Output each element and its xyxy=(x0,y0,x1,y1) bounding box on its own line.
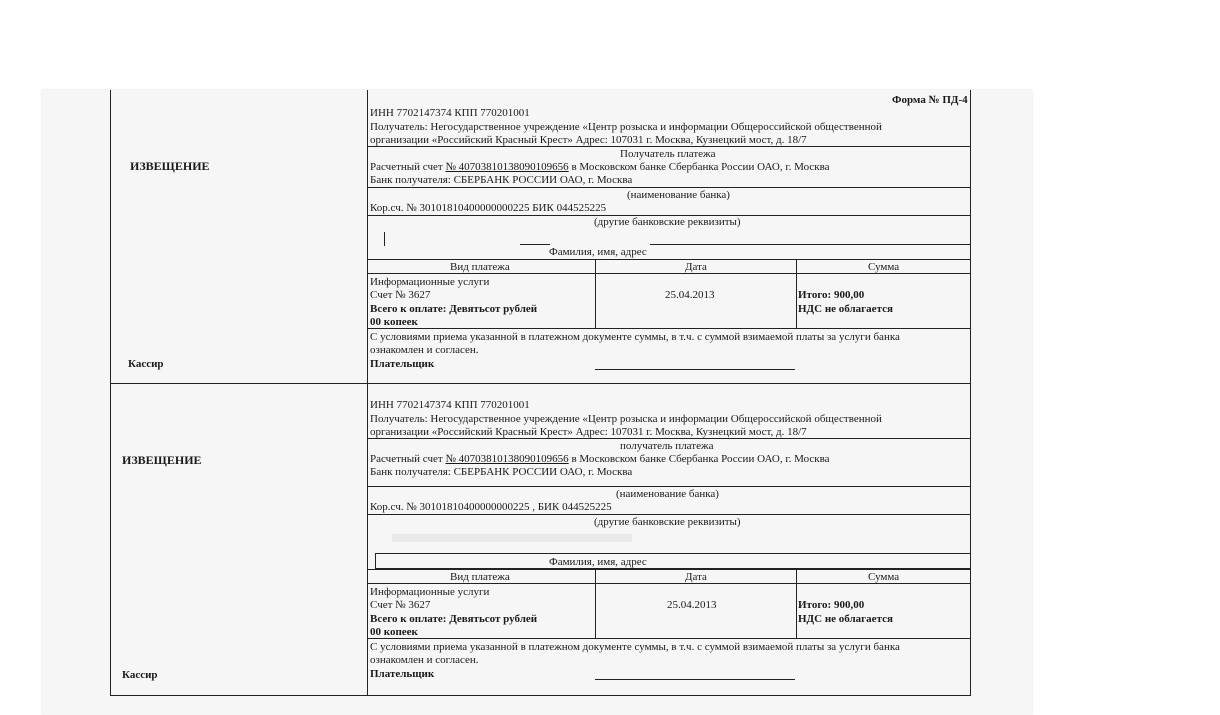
bank-line: Банк получателя: СБЕРБАНК РОССИИ ОАО, г. Москва xyxy=(370,466,633,478)
col-line xyxy=(796,569,797,638)
rule xyxy=(368,259,970,260)
bank-line: Банк получателя: СБЕРБАНК РОССИИ ОАО, г. Москва xyxy=(370,174,633,186)
account-line xyxy=(370,453,830,466)
account-number: № 40703810138090109656 xyxy=(445,453,569,465)
col-type-header: Вид платежа xyxy=(450,571,510,583)
rule xyxy=(368,187,970,188)
divider-line xyxy=(367,90,368,695)
payer-label: Плательщик xyxy=(370,668,435,680)
recipient-caption: получатель платежа xyxy=(620,440,714,452)
payer-box xyxy=(375,553,971,569)
recipient-line-1: Получатель: Негосударственное учреждение «Центр розыска и информации Общероссийской общественной xyxy=(370,121,882,133)
account-suffix: в Московском банке Сбербанка России ОАО, г. Москва xyxy=(568,453,830,465)
cashier-label: Кассир xyxy=(122,669,158,681)
account-line xyxy=(370,161,830,174)
corr-line: Кор.сч. № 30101810400000000225 , БИК 044525225 xyxy=(370,501,612,513)
redacted-payer xyxy=(392,534,632,542)
col-line xyxy=(595,259,596,328)
terms-line-1: С условиями приема указанной в платежном документе суммы, в т.ч. с суммой взимаемой платы за услуги банка xyxy=(370,641,900,653)
notice-title: ИЗВЕЩЕНИЕ xyxy=(130,159,210,173)
payment-date: 25.04.2013 xyxy=(665,289,715,301)
bottom-border xyxy=(110,695,971,696)
right-border xyxy=(970,90,971,695)
recipient-line-2: организации «Российский Красный Крест» Адрес: 107031 г. Москва, Кузнецкий мост, д. 18/7 xyxy=(370,426,807,438)
corr-line: Кор.сч. № 30101810400000000225 БИК 044525225 xyxy=(370,202,607,214)
invoice-number: Счет № 3627 xyxy=(370,599,431,611)
col-sum-header: Сумма xyxy=(868,261,900,273)
rule xyxy=(368,328,970,329)
rule xyxy=(650,244,970,245)
terms-line-2: ознакомлен и согласен. xyxy=(370,654,479,666)
bank-caption: (наименование банка) xyxy=(627,189,730,201)
rule xyxy=(368,514,970,515)
vat-note: НДС не облагается xyxy=(798,613,893,625)
terms-line-1: С условиями приема указанной в платежном документе суммы, в т.ч. с суммой взимаемой платы за услуги банка xyxy=(370,331,900,343)
col-line xyxy=(796,259,797,328)
invoice-number: Счет № 3627 xyxy=(370,289,431,301)
payment-type: Информационные услуги xyxy=(370,276,490,288)
inn-kpp: ИНН 7702147374 КПП 770201001 xyxy=(370,107,530,119)
recipient-line-2: организации «Российский Красный Крест» Адрес: 107031 г. Москва, Кузнецкий мост, д. 18/7 xyxy=(370,134,807,146)
payer-signature-line xyxy=(595,369,795,370)
rule xyxy=(368,146,970,147)
payer-signature-line xyxy=(595,679,795,680)
recipient-caption: Получатель платежа xyxy=(620,148,716,160)
inn-kpp: ИНН 7702147374 КПП 770201001 xyxy=(370,399,530,411)
payer-caption: Фамилия, имя, адрес xyxy=(549,246,647,258)
total-amount: Итого: 900,00 xyxy=(798,599,865,611)
other-details-caption: (другие банковские реквизиты) xyxy=(594,216,741,228)
form-label: Форма № ПД-4 xyxy=(892,94,968,106)
rule xyxy=(520,244,550,245)
payer-label: Плательщик xyxy=(370,358,435,370)
left-border xyxy=(110,90,111,695)
notice-title: ИЗВЕЩЕНИЕ xyxy=(122,453,202,467)
rule xyxy=(368,438,970,439)
amount-words: Всего к оплате: Девятьсот рублей xyxy=(370,303,538,315)
rule xyxy=(368,486,970,487)
bank-caption: (наименование банка) xyxy=(616,488,719,500)
payer-caption: Фамилия, имя, адрес xyxy=(549,556,647,568)
amount-words: Всего к оплате: Девятьсот рублей xyxy=(370,613,538,625)
amount-kopecks: 00 копеек xyxy=(370,316,418,328)
col-sum-header: Сумма xyxy=(868,571,900,583)
payment-date: 25.04.2013 xyxy=(667,599,717,611)
payment-form-sheet xyxy=(42,90,1032,715)
recipient-line-1: Получатель: Негосударственное учреждение «Центр розыска и информации Общероссийской общественной xyxy=(370,413,882,425)
other-details-caption: (другие банковские реквизиты) xyxy=(594,516,741,528)
payment-type: Информационные услуги xyxy=(370,586,490,598)
vat-note: НДС не облагается xyxy=(798,303,893,315)
col-line xyxy=(595,569,596,638)
terms-line-2: ознакомлен и согласен. xyxy=(370,344,479,356)
tick xyxy=(384,232,385,246)
total-amount: Итого: 900,00 xyxy=(798,289,865,301)
account-prefix: Расчетный счет xyxy=(370,161,446,173)
rule xyxy=(368,569,970,570)
section-separator xyxy=(110,383,971,384)
account-prefix: Расчетный счет xyxy=(370,453,446,465)
account-number: № 40703810138090109656 xyxy=(445,161,569,173)
amount-kopecks: 00 копеек xyxy=(370,626,418,638)
col-type-header: Вид платежа xyxy=(450,261,510,273)
col-date-header: Дата xyxy=(685,571,707,583)
account-suffix: в Московском банке Сбербанка России ОАО, г. Москва xyxy=(568,161,830,173)
col-date-header: Дата xyxy=(685,261,707,273)
rule xyxy=(368,638,970,639)
cashier-label: Кассир xyxy=(128,358,164,370)
